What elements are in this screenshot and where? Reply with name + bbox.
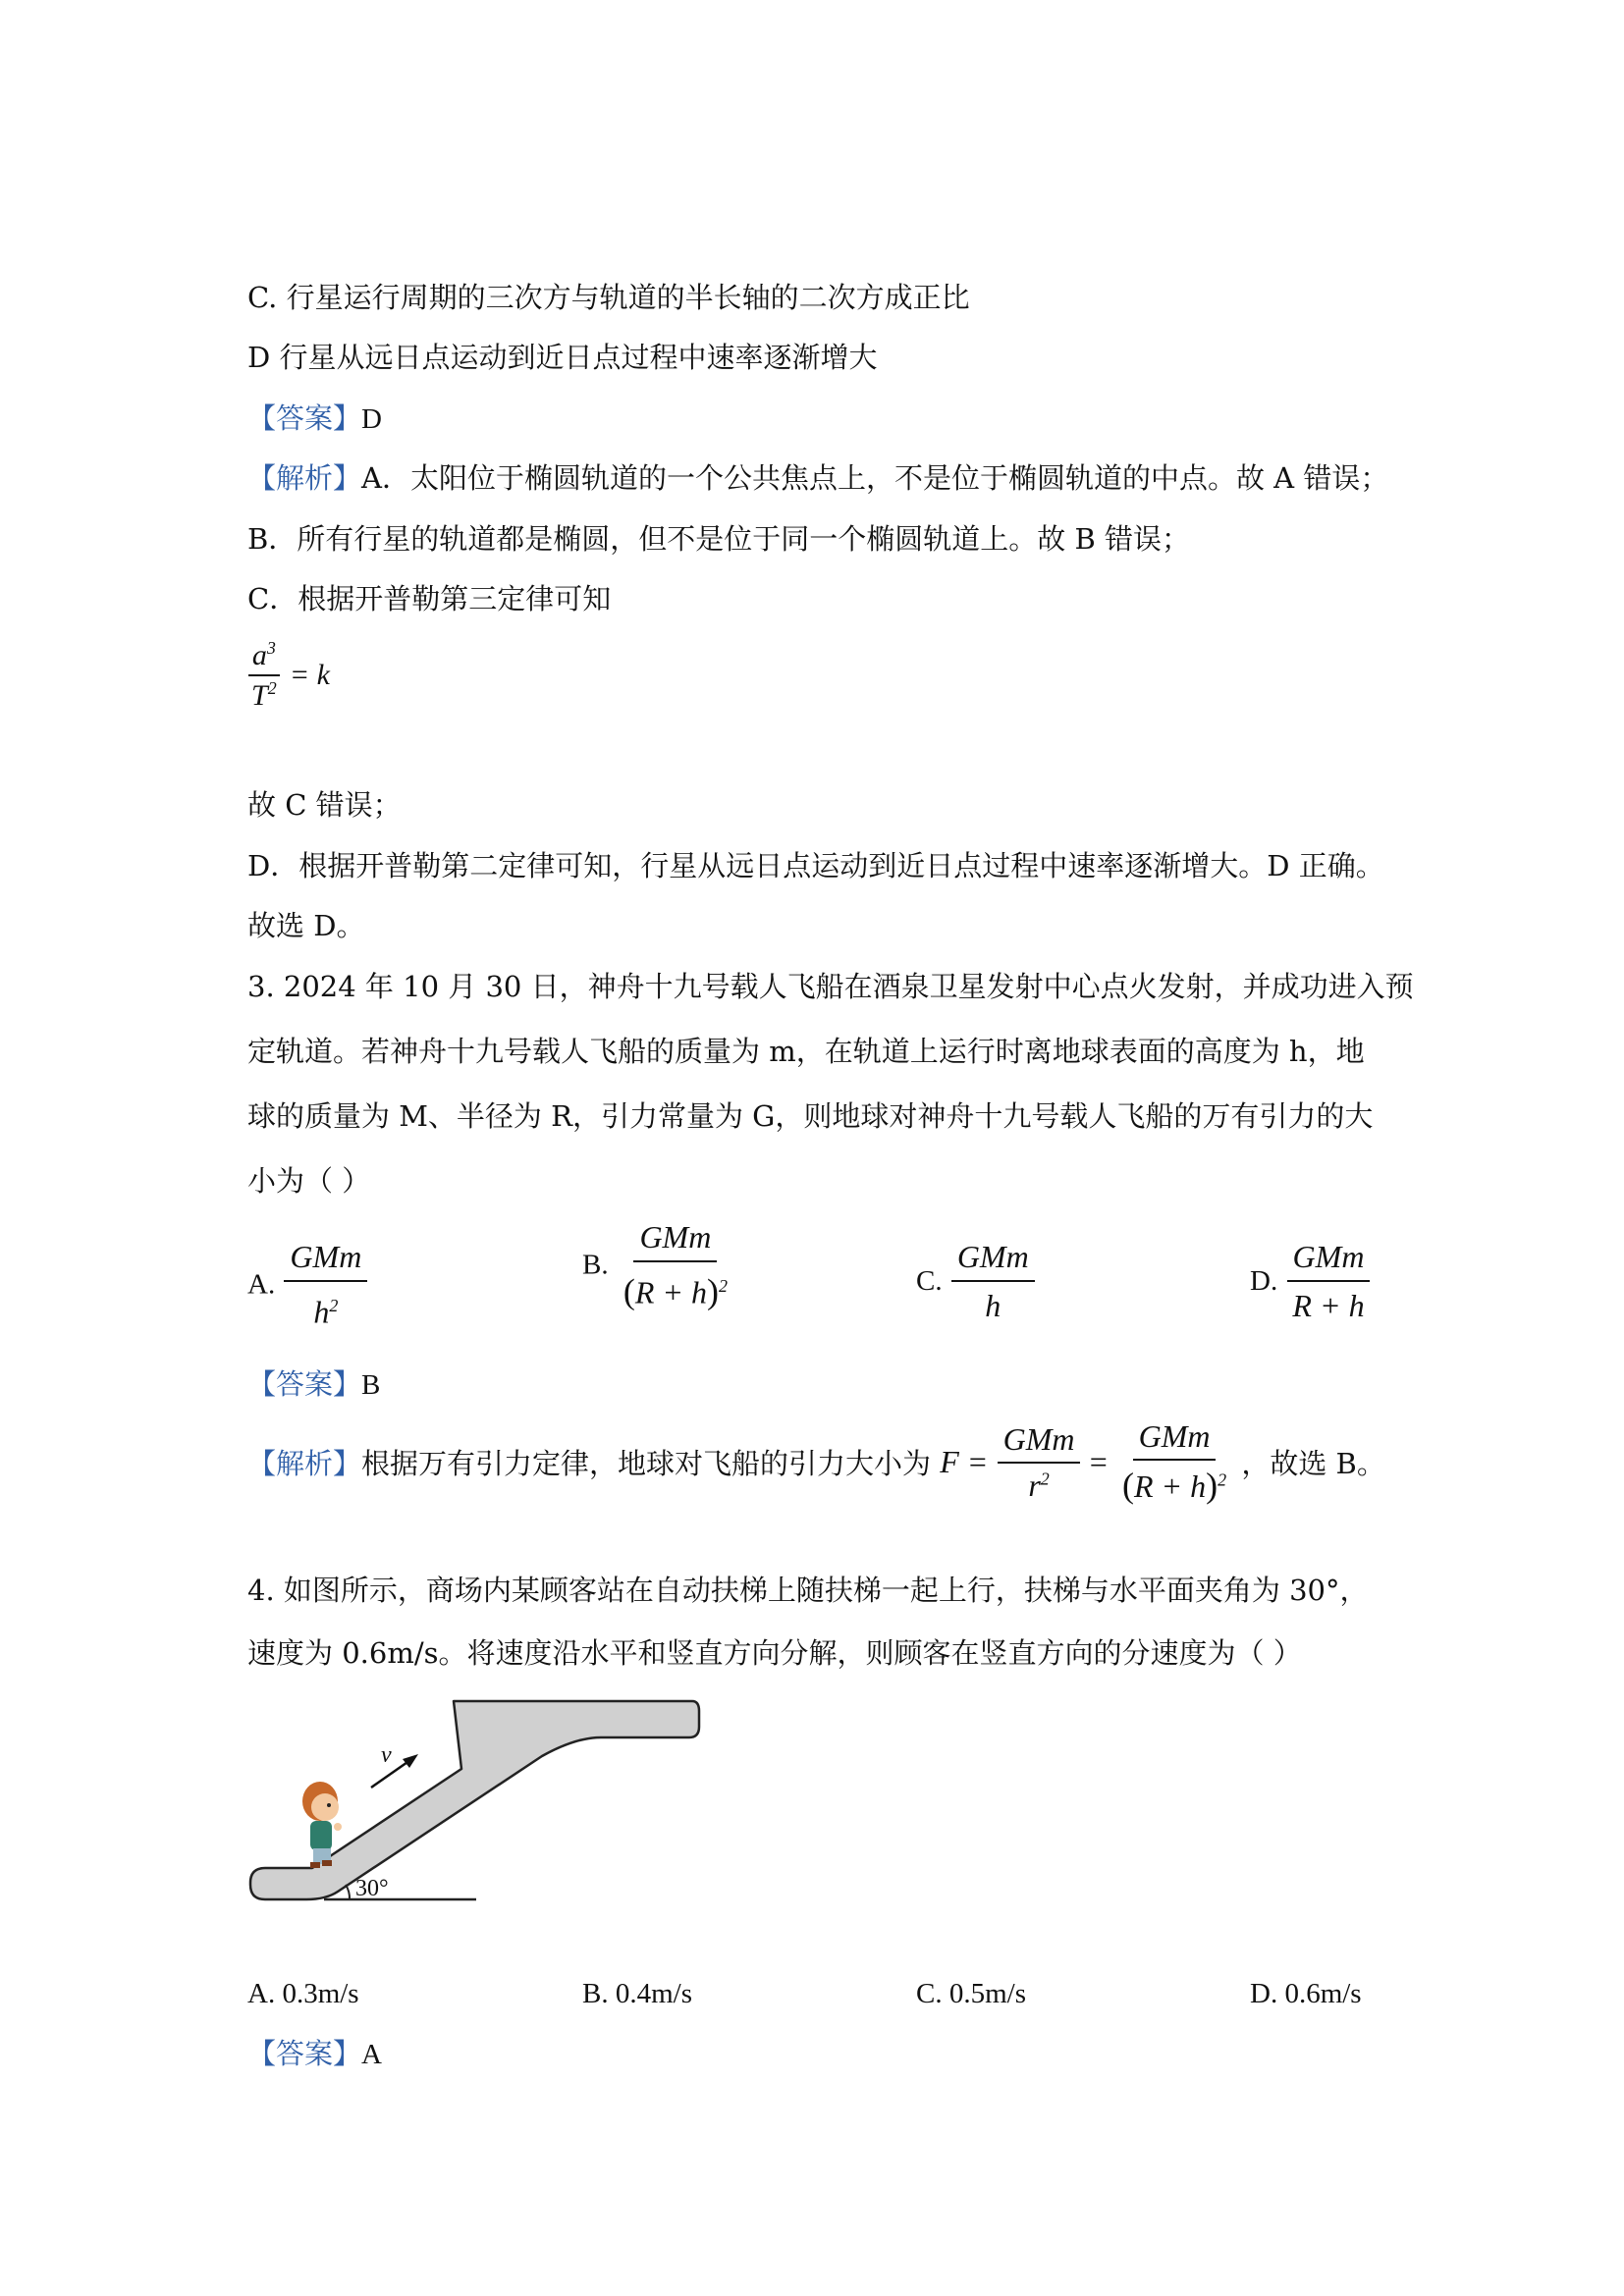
formula-rhs: = k bbox=[289, 659, 330, 691]
velocity-arrowhead bbox=[403, 1754, 418, 1768]
q2-option-d: D 行星从远日点运动到近日点过程中速率逐渐增大 bbox=[247, 341, 878, 374]
q3-option-d bbox=[1250, 1237, 1371, 1325]
q2-analysis-d: D．根据开普勒第二定律可知，行星从远日点运动到近日点过程中速率逐渐增大。D 正确。 bbox=[247, 849, 1384, 882]
fraction-numerator: GMm bbox=[1287, 1237, 1371, 1282]
option-fraction bbox=[1286, 1237, 1370, 1325]
q3-stem-line2: 定轨道。若神舟十九号载人飞船的质量为 m，在轨道上运行时离地球表面的高度为 h，地 bbox=[247, 1035, 1365, 1068]
option-fraction bbox=[284, 1237, 367, 1332]
q3-stem-line1: 3. 2024 年 10 月 30 日，神舟十九号载人飞船在酒泉卫星发射中心点火发射，并成功进入预 bbox=[247, 970, 1414, 1003]
fraction-denominator-exp: 2 bbox=[718, 1276, 728, 1296]
velocity-label: v bbox=[381, 1742, 392, 1768]
q2-option-c: C. 行星运行周期的三次方与轨道的半长轴的二次方成正比 bbox=[247, 281, 970, 314]
fraction-denominator-exp: 2 bbox=[1040, 1468, 1050, 1488]
q4-option-d: D. 0.6m/s bbox=[1250, 1978, 1362, 2009]
formula-tail: ，故选 B。 bbox=[1241, 1447, 1385, 1480]
formula-numerator: a bbox=[251, 639, 267, 671]
analysis-tag: 【解析】 bbox=[247, 461, 362, 495]
fraction-numerator: GMm bbox=[1133, 1418, 1217, 1461]
fraction-denominator: R + h bbox=[1133, 1468, 1207, 1504]
q4-option-a: A. 0.3m/s bbox=[247, 1978, 359, 2009]
option-label: D. bbox=[1250, 1265, 1278, 1297]
q2-analysis-a bbox=[247, 458, 1388, 498]
fraction-denominator-exp: 2 bbox=[329, 1296, 339, 1315]
fraction-denominator: h bbox=[313, 1294, 330, 1330]
q3-stem-line3: 球的质量为 M、半径为 R，引力常量为 G，则地球对神舟十九号载人飞船的万有引力的大 bbox=[247, 1099, 1374, 1133]
option-fraction bbox=[951, 1237, 1035, 1325]
q2-analysis-b: B．所有行星的轨道都是椭圆，但不是位于同一个椭圆轨道上。故 B 错误； bbox=[247, 522, 1191, 556]
q3-option-a bbox=[247, 1237, 367, 1332]
answer-value: A bbox=[361, 2039, 382, 2070]
q3-option-b bbox=[582, 1217, 733, 1312]
answer-tag: 【答案】 bbox=[247, 401, 362, 435]
q4-option-c: C. 0.5m/s bbox=[916, 1978, 1026, 2009]
answer-value: D bbox=[361, 403, 382, 435]
fraction-numerator: GMm bbox=[998, 1421, 1081, 1464]
option-label: C. bbox=[916, 1265, 943, 1297]
fraction-denominator: R + h bbox=[634, 1274, 707, 1310]
fraction-numerator: GMm bbox=[284, 1237, 367, 1282]
fraction-denominator: R + h bbox=[1292, 1288, 1365, 1323]
option-label: A. bbox=[247, 1268, 276, 1301]
q3-option-c bbox=[916, 1237, 1035, 1325]
fraction-numerator: GMm bbox=[951, 1237, 1035, 1282]
q2-c-wrong: 故 C 错误； bbox=[247, 788, 402, 822]
kepler-fraction bbox=[247, 638, 281, 713]
q4-stem-line2: 速度为 0.6m/s。将速度沿水平和竖直方向分解，则顾客在竖直方向的分速度为（ ） bbox=[247, 1636, 1302, 1670]
q2-analysis-c: C．根据开普勒第三定律可知 bbox=[247, 582, 612, 615]
formula-equals: = bbox=[1089, 1444, 1108, 1479]
formula-denominator: T bbox=[251, 679, 268, 712]
fraction-numerator: GMm bbox=[633, 1217, 717, 1262]
angle-label: 30° bbox=[355, 1876, 389, 1901]
escalator-figure bbox=[236, 1683, 707, 1919]
q4-option-b: B. 0.4m/s bbox=[582, 1978, 692, 2009]
formula-fraction-2: $\frac{\text{GMm}}{(R + h)^2}$ bbox=[1121, 1418, 1227, 1505]
formula-denominator-exp: 2 bbox=[267, 678, 277, 698]
q4-stem-line1: 4. 如图所示，商场内某顾客站在自动扶梯上随扶梯一起上行，扶梯与水平面夹角为 30°， bbox=[247, 1574, 1369, 1607]
fraction-denominator: r bbox=[1028, 1467, 1041, 1503]
angle-arc bbox=[346, 1885, 350, 1899]
q2-answer bbox=[247, 399, 382, 439]
answer-value: B bbox=[361, 1369, 381, 1401]
analysis-text: A．太阳位于椭圆轨道的一个公共焦点上，不是位于椭圆轨道的中点。故 A 错误； bbox=[361, 461, 1389, 495]
q4-answer bbox=[247, 2034, 382, 2074]
formula-lhs: F = bbox=[940, 1444, 989, 1479]
formula-fraction-1 bbox=[998, 1421, 1081, 1504]
option-label: B. bbox=[582, 1249, 609, 1281]
analysis-text: 根据万有引力定律，地球对飞船的引力大小为 bbox=[361, 1447, 932, 1480]
q3-stem-line4: 小为（ ） bbox=[247, 1164, 371, 1198]
fraction-denominator: h bbox=[985, 1288, 1001, 1323]
answer-tag: 【答案】 bbox=[247, 2037, 362, 2070]
kepler-formula bbox=[247, 638, 330, 713]
q3-analysis bbox=[247, 1418, 1385, 1506]
formula-numerator-exp: 3 bbox=[266, 638, 276, 658]
fraction-denominator-exp: 2 bbox=[1218, 1469, 1227, 1490]
answer-tag: 【答案】 bbox=[247, 1367, 362, 1401]
analysis-tag: 【解析】 bbox=[247, 1447, 362, 1480]
q2-conclusion: 故选 D。 bbox=[247, 909, 365, 942]
option-fraction: $\frac{\text{GMm}}{(R + h)^2}$ bbox=[623, 1219, 728, 1311]
q3-answer bbox=[247, 1364, 380, 1405]
